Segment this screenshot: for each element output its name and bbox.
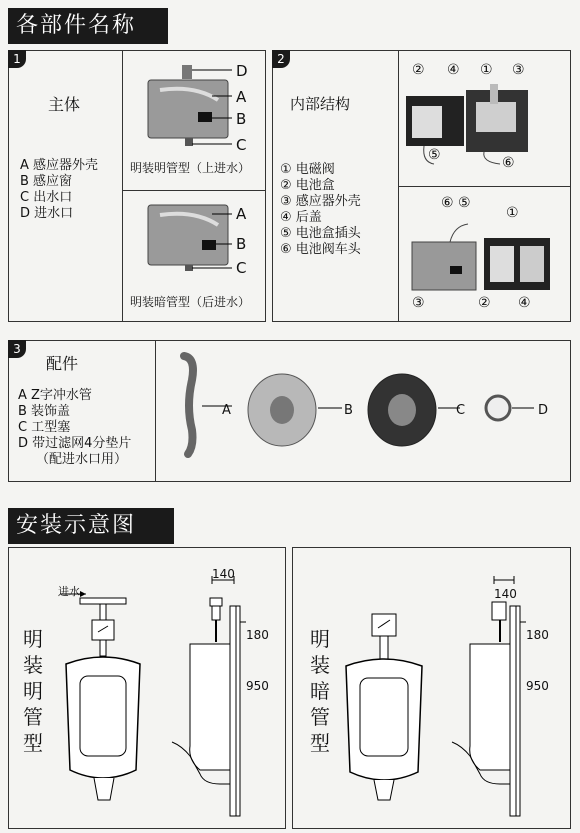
list-item: A Z字冲水管 bbox=[18, 388, 92, 403]
internal-parts-list bbox=[280, 162, 361, 258]
callout-number: ⑤ bbox=[458, 195, 471, 211]
list-item: ② 电池盒 bbox=[280, 178, 335, 193]
list-item: D 带过滤网4分垫片 bbox=[18, 436, 132, 451]
callout-number: ③ bbox=[512, 62, 525, 78]
dimension-950: 950 bbox=[246, 679, 269, 693]
callout-number: ② bbox=[478, 295, 491, 311]
callout-number: ④ bbox=[447, 62, 460, 78]
callout-number: ⑤ bbox=[428, 147, 441, 163]
install-exposed-vertical-label: 明 装 明 管 型 bbox=[23, 627, 43, 755]
panel-divider bbox=[122, 190, 265, 191]
concealed-variant-label: 明装暗管型（后进水） bbox=[130, 295, 251, 309]
callout-letter: A bbox=[222, 403, 231, 418]
list-item: ① 电磁阀 bbox=[280, 162, 335, 177]
list-item: C 工型塞 bbox=[18, 420, 71, 435]
dimension-950: 950 bbox=[526, 679, 549, 693]
callout-letter: A bbox=[236, 205, 247, 223]
internal-structure-title: 内部结构 bbox=[290, 95, 351, 113]
dimension-180: 180 bbox=[526, 628, 549, 642]
list-item: B 感应窗 bbox=[20, 174, 73, 189]
inlet-label: 进水 bbox=[58, 585, 80, 598]
install-section-title: 安装示意图 bbox=[8, 508, 174, 544]
exposed-front-view-diagram bbox=[56, 580, 156, 820]
callout-letter: B bbox=[344, 403, 353, 418]
main-body-title: 主体 bbox=[48, 95, 81, 114]
panel-divider bbox=[398, 186, 570, 187]
list-item: C 出水口 bbox=[20, 190, 73, 205]
callout-number: ① bbox=[506, 205, 519, 221]
list-item: ④ 后盖 bbox=[280, 210, 322, 225]
internal-bottom-illustration bbox=[410, 222, 560, 292]
main-body-list bbox=[20, 158, 98, 222]
list-item: D 进水口 bbox=[20, 206, 74, 221]
callout-number: ③ bbox=[412, 295, 425, 311]
section-number-1: 1 bbox=[8, 50, 26, 68]
callout-letter: D bbox=[538, 403, 549, 418]
parts-section-title: 各部件名称 bbox=[8, 8, 168, 44]
list-item: ⑥ 电池阀车头 bbox=[280, 242, 361, 257]
dimension-180: 180 bbox=[246, 628, 269, 642]
install-concealed-vertical-label: 明 装 暗 管 型 bbox=[310, 627, 330, 755]
callout-letter: B bbox=[236, 110, 247, 128]
callout-letter: D bbox=[236, 62, 248, 80]
callout-number: ⑥ bbox=[441, 195, 454, 211]
section-number-3: 3 bbox=[8, 340, 26, 358]
callout-letter: C bbox=[456, 403, 466, 418]
list-item: （配进水口用） bbox=[36, 452, 128, 467]
decorative-cover-illustration bbox=[242, 370, 352, 450]
callout-number: ④ bbox=[518, 295, 531, 311]
panel-divider bbox=[155, 340, 156, 481]
list-item: ⑤ 电池盒插头 bbox=[280, 226, 361, 241]
callout-letter: B bbox=[236, 235, 247, 253]
accessories-list bbox=[18, 388, 131, 468]
list-item: ③ 感应器外壳 bbox=[280, 194, 361, 209]
callout-number: ① bbox=[480, 62, 493, 78]
callout-letter: A bbox=[236, 88, 247, 106]
exposed-side-view-diagram bbox=[160, 567, 280, 820]
callout-number: ⑥ bbox=[502, 155, 515, 171]
callout-letter: C bbox=[236, 259, 247, 277]
exposed-variant-label: 明装明管型（上进水） bbox=[130, 161, 251, 175]
list-item: B 装饰盖 bbox=[18, 404, 71, 419]
dimension-140: 140 bbox=[494, 587, 517, 601]
dimension-140: 140 bbox=[212, 567, 235, 581]
accessories-title: 配件 bbox=[46, 354, 79, 373]
filter-gasket-illustration bbox=[484, 390, 544, 426]
concealed-front-view-diagram bbox=[338, 600, 438, 820]
concealed-side-view-diagram bbox=[444, 570, 564, 820]
callout-number: ② bbox=[412, 62, 425, 78]
callout-letter: C bbox=[236, 136, 247, 154]
panel-divider bbox=[122, 50, 123, 321]
list-item: A 感应器外壳 bbox=[20, 158, 99, 173]
section-number-2: 2 bbox=[272, 50, 290, 68]
